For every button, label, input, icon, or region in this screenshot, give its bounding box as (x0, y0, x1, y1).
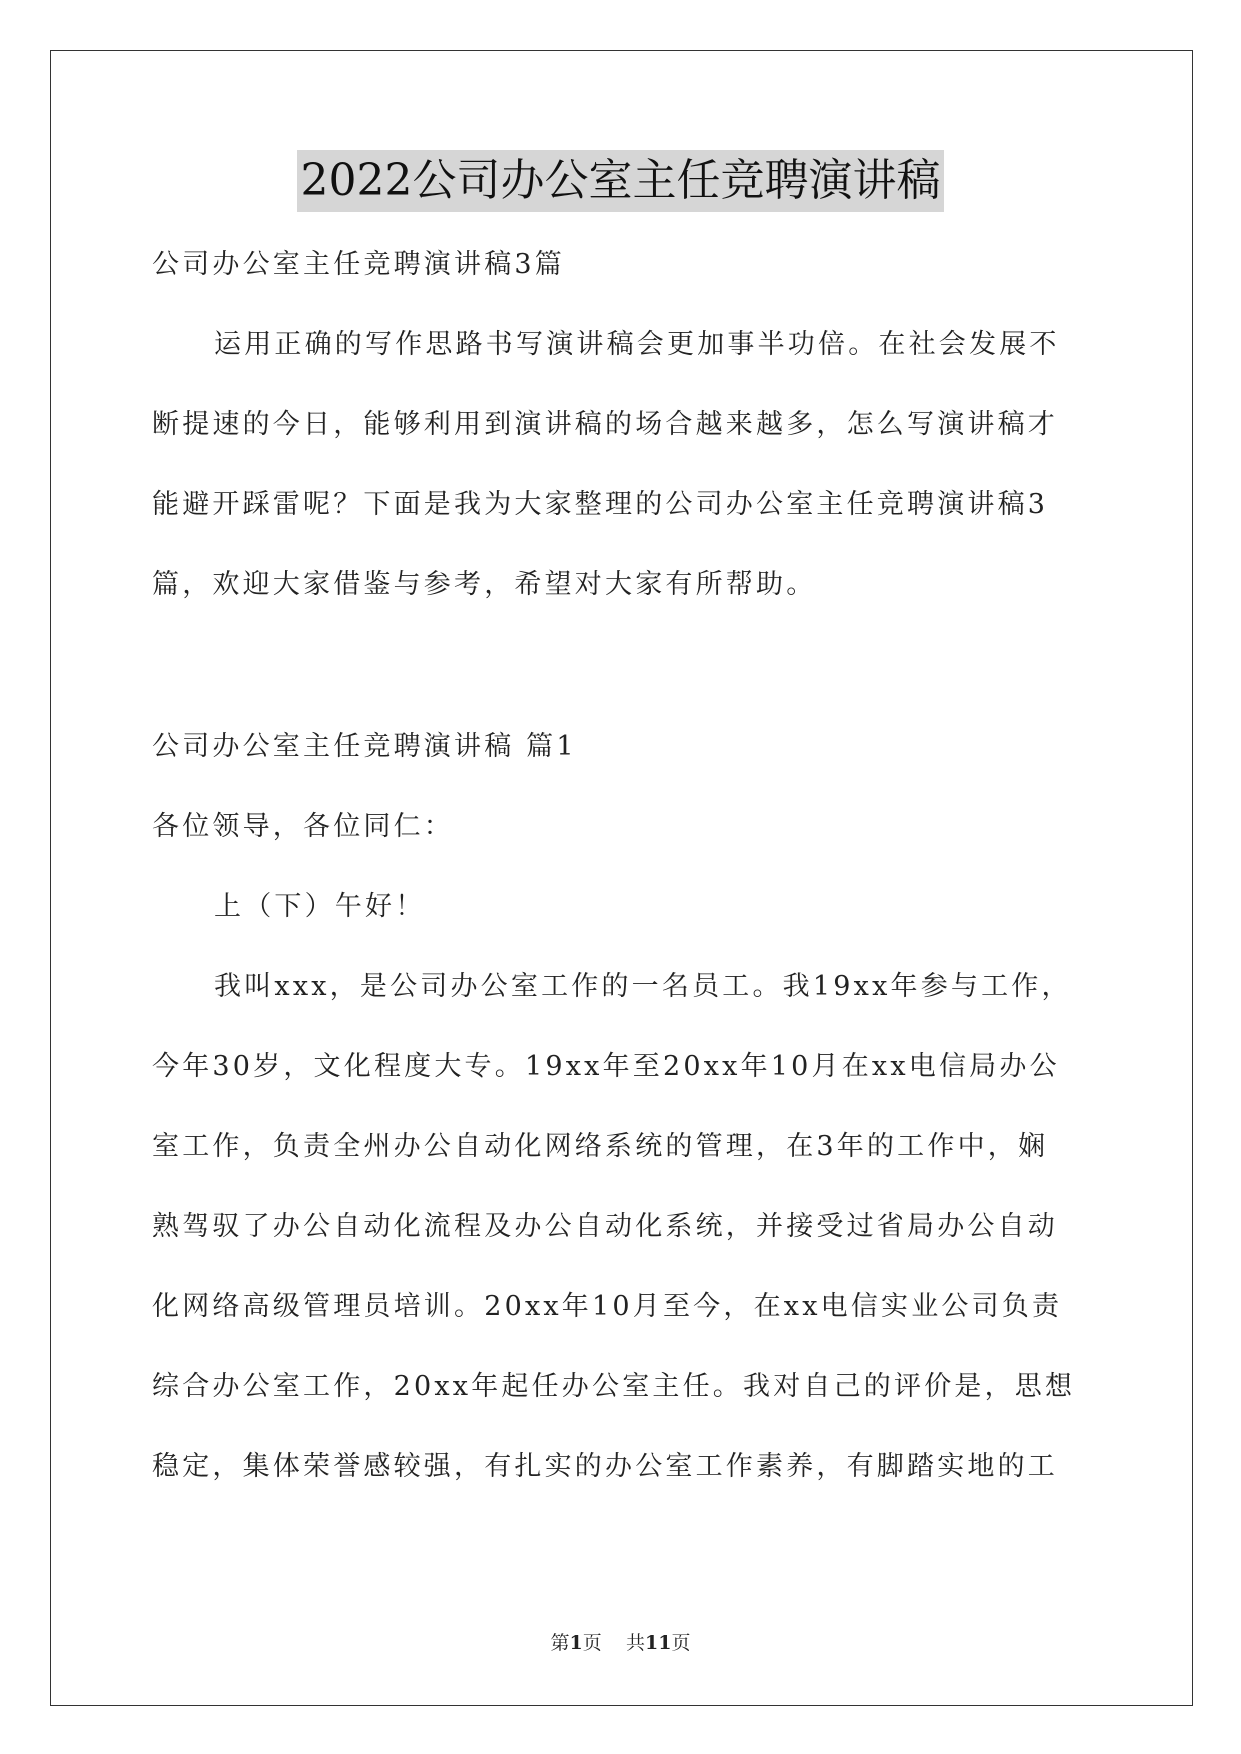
subtitle-line: 公司办公室主任竞聘演讲稿3篇 (152, 249, 565, 280)
section-heading: 公司办公室主任竞聘演讲稿 篇1 (152, 731, 577, 762)
page-prefix: 第 (550, 1632, 570, 1654)
body-paragraph-line: 熟驾驭了办公自动化流程及办公自动化系统，并接受过省局办公自动 (152, 1211, 1058, 1242)
page-total: 11 (644, 1632, 672, 1654)
title-container (0, 150, 1241, 212)
greeting-line: 上（下）午好！ (214, 891, 426, 922)
page-footer (0, 1628, 1241, 1655)
body-paragraph-line: 今年30岁，文化程度大专。19xx年至20xx年10月在xx电信局办公 (152, 1051, 1060, 1082)
total-suffix: 页 (671, 1632, 691, 1654)
document-body (152, 225, 1092, 1507)
intro-paragraph-line: 断提速的今日，能够利用到演讲稿的场合越来越多，怎么写演讲稿才 (152, 409, 1058, 440)
body-paragraph-line: 室工作，负责全州办公自动化网络系统的管理，在3年的工作中，娴 (152, 1131, 1049, 1162)
intro-paragraph-line: 能避开踩雷呢？下面是我为大家整理的公司办公室主任竞聘演讲稿3 (152, 489, 1049, 520)
body-paragraph-line: 稳定，集体荣誉感较强，有扎实的办公室工作素养，有脚踏实地的工 (152, 1451, 1058, 1482)
section-gap (152, 625, 1092, 707)
intro-paragraph-line: 运用正确的写作思路书写演讲稿会更加事半功倍。在社会发展不 (214, 329, 1060, 360)
salutation-line: 各位领导，各位同仁： (152, 811, 454, 842)
intro-paragraph-line: 篇，欢迎大家借鉴与参考，希望对大家有所帮助。 (152, 569, 817, 600)
document-title: 2022公司办公室主任竞聘演讲稿 (297, 150, 945, 212)
page-current: 1 (569, 1632, 583, 1654)
page-suffix: 页 (582, 1632, 602, 1654)
body-paragraph-line: 综合办公室工作，20xx年起任办公室主任。我对自己的评价是，思想 (152, 1371, 1076, 1402)
body-paragraph-line: 我叫xxx，是公司办公室工作的一名员工。我19xx年参与工作， (214, 971, 1072, 1002)
total-prefix: 共 (625, 1632, 645, 1654)
body-paragraph-line: 化网络高级管理员培训。20xx年10月至今，在xx电信实业公司负责 (152, 1291, 1063, 1322)
